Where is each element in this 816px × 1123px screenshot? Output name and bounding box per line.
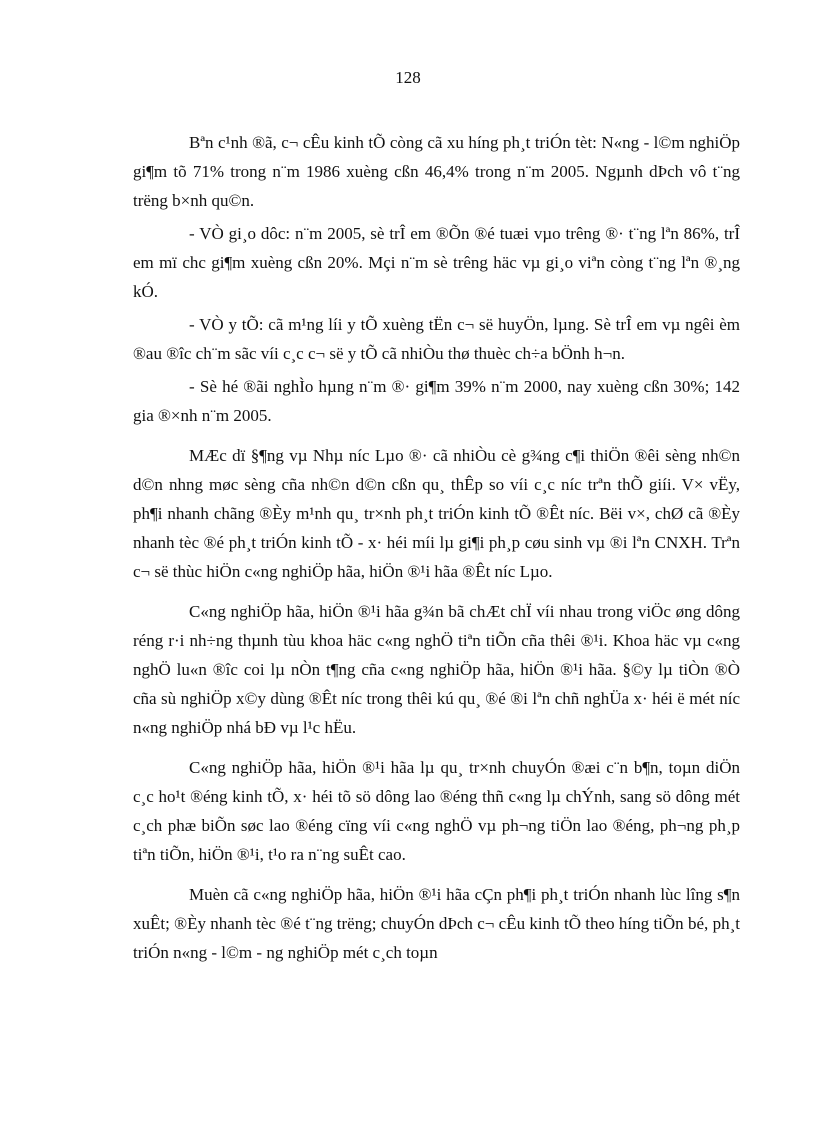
paragraph-economic-structure: Bªn c¹nh ®ã, c¬ cÊu kinh tÕ còng cã xu híng ph¸t triÓn tèt: N«ng - l©m nghiÖp gi¶m tõ 71% trong n¨m 1986 xuèng cßn 46,4% trong n¨m 2005. Ngµnh dÞch vô t¨ng trëng b×nh qu©n.	[133, 133, 740, 210]
paragraph-poverty: - Sè hé ®ãi nghÌo hµng n¨m ®· gi¶m 39% n¨m 2000, nay xuèng cßn 30%; 142 gia ®×nh n¨m 2005.	[133, 377, 740, 425]
paragraph-living-standards: MÆc dï §¶ng vµ Nhµ níc Lµo ®· cã nhiÒu cè g¾ng c¶i thiÖn ®êi sèng nh©n d©n nhng møc sèng cña nh©n d©n cßn qu¸ thÊp so víi c¸c níc trªn thÕ giíi. V× vËy, ph¶i nhanh chãng ®Èy m¹nh qu¸ tr×nh ph¸t triÓn kinh tÕ ®Êt níc. Bëi v×, chØ cã ®Èy nhanh tèc ®é ph¸t triÓn kinh tÕ - x· héi míi lµ gi¶i ph¸p cøu sinh vµ ®i lªn CNXH. Trªn c¬ së thùc hiÖn c«ng nghiÖp hãa, hiÖn ®¹i hãa ®Êt níc Lµo.	[133, 446, 740, 581]
paragraph-health: - VÒ y tÕ: cã m¹ng líi y tÕ xuèng tËn c¬ së huyÖn, lµng. Sè trÎ em vµ ngêi èm ®au ®îc ch¨m sãc víi c¸c c¬ së y tÕ cã nhiÒu thø thuèc ch÷a bÖnh h¬n.	[133, 315, 740, 363]
paragraph-industrialization-definition: C«ng nghiÖp hãa, hiÖn ®¹i hãa lµ qu¸ tr×nh chuyÓn ®æi c¨n b¶n, toµn diÖn c¸c ho¹t ®éng kinh tÕ, x· héi tõ sö dông lao ®éng thñ c«ng lµ chÝnh, sang sö dông mét c¸ch phæ biÕn søc lao ®éng cïng víi c«ng nghÖ vµ ph¬ng tiÖn lao ®éng, ph¬ng ph¸p tiªn tiÕn, hiÖn ®¹i, t¹o ra n¨ng suÊt cao.	[133, 758, 740, 864]
document-body	[133, 128, 740, 971]
paragraph-education: - VÒ gi¸o dôc: n¨m 2005, sè trÎ em ®Õn ®é tuæi vµo trêng ®· t¨ng lªn 86%, trÎ em mï chc gi¶m xuèng cßn 20%. Mçi n¨m sè trêng häc vµ gi¸o viªn còng t¨ng lªn ®¸ng kÓ.	[133, 224, 740, 301]
paragraph-science-technology: C«ng nghiÖp hãa, hiÖn ®¹i hãa g¾n bã chÆt chÏ víi nhau trong viÖc øng dông réng r·i nh÷ng thµnh tùu khoa häc c«ng nghÖ tiªn tiÕn cña thêi ®¹i. Khoa häc vµ c«ng nghÖ lu«n ®îc coi lµ nÒn t¶ng cña c«ng nghiÖp hãa, hiÖn ®¹i hãa. §©y lµ tiÒn ®Ò cña sù nghiÖp x©y dùng ®Êt níc trong thêi kú qu¸ ®é ®i lªn chñ nghÜa x· héi ë mét níc n«ng nghiÖp nhá bÐ vµ l¹c hËu.	[133, 602, 740, 737]
paragraph-development-requirements: Muèn cã c«ng nghiÖp hãa, hiÖn ®¹i hãa cÇn ph¶i ph¸t triÓn nhanh lùc lîng s¶n xuÊt; ®Èy nhanh tèc ®é t¨ng trëng; chuyÓn dÞch c¬ cÊu kinh tÕ theo híng tiÕn bé, ph¸t triÓn n«ng - l©m - ng nghiÖp mét c¸ch toµn	[133, 885, 740, 962]
page-number: 128	[395, 68, 421, 87]
